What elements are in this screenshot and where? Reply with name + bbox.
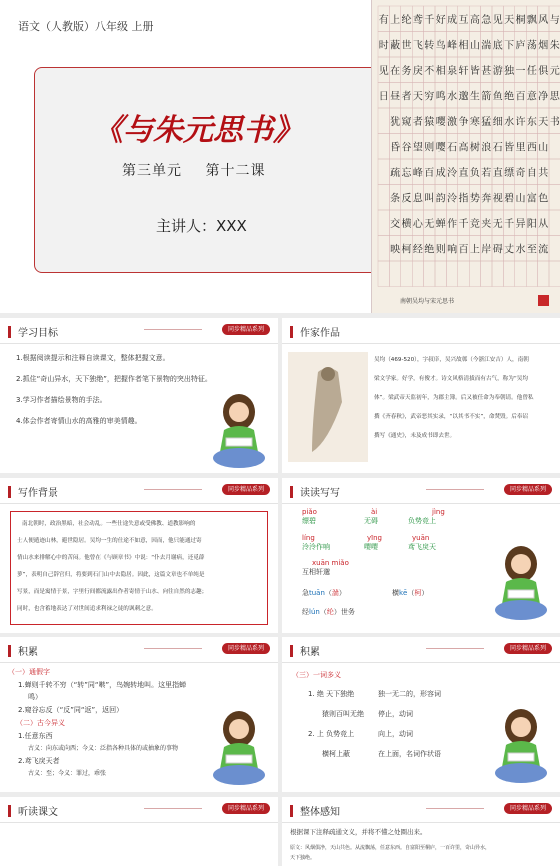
word-pinyin: ài: [371, 508, 378, 516]
entry-term: 2. 上 负势竞上: [308, 730, 355, 738]
slide-header: [0, 478, 278, 504]
calligraphy-char: 犹: [390, 116, 401, 128]
objective-item: 2.抓住“奇山异水，天下独绝”，把握作者笔下景物的突出特征。: [16, 375, 212, 383]
calligraphy-char: 流: [538, 244, 549, 256]
calligraphy-char: 独: [504, 65, 515, 77]
calligraphy-char: 岸: [481, 244, 492, 256]
header-bar: [8, 326, 11, 338]
calligraphy-char: 疏: [390, 167, 401, 179]
slide-title: 作家作品: [300, 328, 340, 339]
grid-cell: [515, 261, 526, 287]
slide-title: 写作背景: [18, 488, 58, 499]
entry-line: 2.窥谷忘反（“反”同“返”，返回）: [18, 706, 124, 714]
slide-title: 学习目标: [18, 328, 58, 339]
calligraphy-char: 经: [412, 244, 423, 256]
author-line: 撰写《通史》，未及成书即去世。: [374, 433, 456, 439]
calligraphy-note: 南朝吴均与宋元思书: [400, 298, 455, 305]
calligraphy-char: 石: [447, 142, 458, 154]
calligraphy-char: 思: [549, 91, 560, 103]
entry-term: 横柯上蔽: [322, 750, 350, 758]
calligraphy-char: 千: [504, 218, 515, 230]
girl-reading-illustration: [208, 707, 270, 787]
word: 缥碧: [302, 517, 316, 525]
calligraphy-char: 负: [469, 167, 480, 179]
header-bar: [8, 486, 11, 498]
calligraphy-char: 风: [538, 14, 549, 26]
grid-cell: [378, 108, 389, 134]
calligraphy-char: 峰: [412, 167, 423, 179]
calligraphy-char: 时: [378, 40, 389, 52]
lecturer-label: 主讲人：XXX: [156, 217, 247, 235]
calligraphy-char: 纶: [401, 14, 412, 26]
word-pinyin: líng: [302, 534, 315, 542]
calligraphy-char: 泉: [447, 65, 458, 77]
girl-reading-illustration: [490, 705, 552, 785]
section-heading: （二）古今异义: [16, 719, 65, 727]
slide-author[interactable]: [282, 318, 560, 473]
grid-cell: [446, 261, 457, 287]
calligraphy-char: 异: [515, 218, 526, 230]
slide-header: [0, 318, 278, 344]
grid-cell: [538, 261, 549, 287]
calligraphy-char: 碧: [504, 193, 515, 205]
calligraphy-char: 上: [390, 14, 401, 26]
intro-text: 根据课下注释疏通文义，并将不懂之处圈出来。: [290, 828, 427, 836]
author-portrait-illustration: [288, 352, 368, 462]
calligraphy-char: 东: [526, 116, 537, 128]
series-badge: 同步精品系列: [222, 643, 270, 654]
calligraphy-char: 箭: [481, 91, 492, 103]
calligraphy-char: 则: [424, 142, 435, 154]
grid-cell: [549, 185, 560, 211]
calligraphy-char: 世: [401, 40, 412, 52]
grid-cell: [469, 261, 480, 287]
calligraphy-char: 好: [435, 14, 446, 26]
slide-header: [282, 637, 560, 663]
calligraphy-char: 天: [504, 14, 515, 26]
calligraphy-char: 皆: [469, 65, 480, 77]
background-line: 萝”，表明自己辞官归，将要到石门山中去隐居。因此，这篇文章也不单纯是: [17, 572, 205, 578]
slide-header: [0, 797, 278, 823]
calligraphy-char: 书: [549, 116, 560, 128]
calligraphy-char: 自: [526, 167, 537, 179]
grid-cell: [435, 261, 446, 287]
calligraphy-char: 夹: [481, 218, 492, 230]
grid-cell: [503, 261, 514, 287]
header-line: [426, 808, 484, 809]
calligraphy-char: 猛: [481, 116, 492, 128]
calligraphy-char: 富: [526, 193, 537, 205]
calligraphy-char: 高: [469, 14, 480, 26]
grid-cell: [378, 261, 389, 287]
calligraphy-char: 任: [526, 65, 537, 77]
calligraphy-char: 元: [549, 65, 560, 77]
entry-line: 2.鸢飞戾天者: [18, 757, 60, 765]
objective-item: 1.根据阅读提示和注释自读课文，整体把握文意。: [16, 354, 170, 362]
calligraphy-char: 寒: [469, 116, 480, 128]
author-line: 梁文学家。好学，有俊才。诗文风格清拔而有古气，称为“吴均: [374, 376, 528, 382]
calligraphy-char: 互: [458, 14, 469, 26]
header-bar: [8, 645, 11, 657]
objective-item: 3.学习作者描绘景物的手法。: [16, 396, 107, 404]
girl-reading-illustration: [208, 390, 270, 470]
calligraphy-char: 奔: [481, 193, 492, 205]
author-line: 吴均（469-520），字叔庠，吴兴故鄣（今浙江安吉）人，南朝: [374, 357, 529, 363]
header-line: [144, 329, 202, 330]
grid-cell: [389, 261, 400, 287]
calligraphy-char: 无: [424, 218, 435, 230]
calligraphy-char: 飞: [412, 40, 423, 52]
grid-cell: [378, 159, 389, 185]
slide-title: 积累: [18, 647, 38, 658]
grid-cell: [412, 261, 423, 287]
calligraphy-char: 映: [390, 244, 401, 256]
calligraphy-char: 蔽: [390, 40, 401, 52]
calligraphy-char: 直: [458, 167, 469, 179]
calligraphy-char: 成: [447, 14, 458, 26]
grid-cell: [401, 261, 412, 287]
calligraphy-char: 绝: [424, 244, 435, 256]
calligraphy-char: 百: [424, 167, 435, 179]
calligraphy-char: 相: [458, 40, 469, 52]
entry-line: 古义：至；今义：罪过，乖张: [28, 770, 107, 777]
grid-cell: [378, 210, 389, 236]
calligraphy-char: 水: [504, 116, 515, 128]
series-badge: 同步精品系列: [504, 643, 552, 654]
entry-term: 猿则百叫无绝: [322, 710, 364, 718]
calligraphy-char: 荡: [526, 40, 537, 52]
calligraphy-char: 高: [458, 142, 469, 154]
calligraphy-char: 与: [549, 14, 560, 26]
series-badge: 同步精品系列: [222, 484, 270, 495]
calligraphy-char: 俱: [538, 65, 549, 77]
cover-slide[interactable]: [0, 0, 560, 313]
header-line: [426, 648, 484, 649]
calligraphy-char: 望: [412, 142, 423, 154]
slide-header: [282, 797, 560, 823]
polyphone-item: 经lún（纶）世务: [302, 608, 355, 616]
calligraphy-char: 息: [412, 193, 423, 205]
calligraphy-char: 千: [424, 14, 435, 26]
calligraphy-char: 飘: [526, 14, 537, 26]
author-line: 撰《齐春秋》，武帝恶其实录，“以其书不实”，命焚毁。后奉诏: [374, 414, 529, 420]
calligraphy-char: 缥: [504, 167, 515, 179]
slide-accumulation-2[interactable]: [282, 637, 560, 792]
calligraphy-char: 底: [492, 40, 503, 52]
calligraphy-char: 反: [401, 193, 412, 205]
entry-line: 1.任意东西: [18, 732, 53, 740]
calligraphy-char: 阳: [526, 218, 537, 230]
calligraphy-char: 生: [469, 91, 480, 103]
grid-cell: [378, 236, 389, 262]
background-line: 南北朝时，政治黑暗，社会动乱。一些仕途失意或受佛教、道教影响的: [22, 521, 196, 527]
calligraphy-char: 从: [538, 218, 549, 230]
slide-objectives[interactable]: [0, 318, 278, 473]
objective-item: 4.体会作者寄情山水的高雅的审美情趣。: [16, 417, 142, 425]
slide-background[interactable]: [0, 478, 278, 633]
grid-cell: [378, 134, 389, 160]
calligraphy-char: 树: [469, 142, 480, 154]
calligraphy-char: 千: [458, 218, 469, 230]
calligraphy-image: [371, 0, 560, 313]
original-text: 天下独绝。: [290, 855, 316, 861]
calligraphy-char: 轩: [458, 65, 469, 77]
background-line: 同时，也含蓄地表达了对世间追求利禄之徒的讽刺之意。: [17, 606, 157, 612]
slide-perceive[interactable]: [282, 797, 560, 866]
section-heading: （三）一词多义: [292, 671, 341, 679]
calligraphy-char: 戾: [412, 65, 423, 77]
grid-cell: [424, 261, 435, 287]
calligraphy-char: 视: [492, 193, 503, 205]
grid-cell: [526, 261, 537, 287]
girl-reading-illustration: [490, 542, 552, 622]
calligraphy-char: 甚: [481, 65, 492, 77]
calligraphy-char: 丈: [504, 244, 515, 256]
calligraphy-char: 水: [447, 91, 458, 103]
slide-title: 整体感知: [300, 807, 340, 818]
word: 泠泠作响: [302, 543, 330, 551]
calligraphy-char: 西: [526, 142, 537, 154]
word: 鸢飞戾天: [408, 543, 436, 551]
calligraphy-char: 一: [515, 65, 526, 77]
grid-cell: [549, 159, 560, 185]
calligraphy-char: 细: [492, 116, 503, 128]
background-line: 情山水来排解心中的苦闷。他曾在《与顾章书》中说：“仆去月谢病，还觅薜: [17, 555, 205, 561]
entry-line: 古义：向东或向西；今义：泛指各种具体的或抽象的事物: [28, 745, 179, 752]
word-pinyin: piǎo: [302, 508, 317, 516]
calligraphy-char: 游: [492, 65, 503, 77]
calligraphy-char: 直: [492, 167, 503, 179]
header-line: [144, 648, 202, 649]
header-bar: [290, 805, 293, 817]
calligraphy-char: 嘤: [435, 116, 446, 128]
header-line: [426, 489, 484, 490]
calligraphy-char: 朱: [549, 40, 560, 52]
calligraphy-char: 激: [447, 116, 458, 128]
header-bar: [290, 326, 293, 338]
background-line: 士人便遁迹山林，避世隐居。吴均一生的仕途不如意，因而，他只能通过寄: [17, 538, 202, 544]
calligraphy-char: 天: [412, 91, 423, 103]
calligraphy-char: 见: [378, 65, 389, 77]
calligraphy-char: 务: [401, 65, 412, 77]
calligraphy-char: 碍: [492, 244, 503, 256]
calligraphy-char: 若: [481, 167, 492, 179]
polyphone-item: 横kē（柯）: [392, 589, 429, 597]
word-pinyin: jìng: [432, 508, 445, 516]
calligraphy-char: 泠: [447, 193, 458, 205]
subject-label: 语文（人教版）八年级 上册: [18, 20, 154, 33]
calligraphy-char: 成: [435, 167, 446, 179]
calligraphy-char: 急: [481, 14, 492, 26]
calligraphy-char: 见: [492, 14, 503, 26]
section-heading: （一）通假字: [8, 668, 50, 676]
grid-cell: [549, 236, 560, 262]
word: 互相轩邈: [302, 568, 330, 576]
calligraphy-char: 势: [469, 193, 480, 205]
calligraphy-char: 竞: [469, 218, 480, 230]
calligraphy-char: 桐: [515, 14, 526, 26]
calligraphy-char: 泠: [447, 167, 458, 179]
calligraphy-char: 叫: [424, 193, 435, 205]
calligraphy-char: 则: [435, 244, 446, 256]
calligraphy-char: 山: [469, 40, 480, 52]
lesson-title: 《与朱元思书》: [93, 113, 303, 148]
calligraphy-char: 色: [538, 193, 549, 205]
entry-meaning: 向上，动词: [378, 730, 413, 738]
calligraphy-char: 里: [515, 142, 526, 154]
entry-meaning: 独一无二的，形容词: [378, 690, 441, 698]
calligraphy-char: 转: [424, 40, 435, 52]
grid-cell: [549, 261, 560, 287]
calligraphy-char: 至: [526, 244, 537, 256]
calligraphy-char: 谷: [401, 142, 412, 154]
calligraphy-char: 有: [378, 14, 389, 26]
entry-meaning: 停止，动词: [378, 710, 413, 718]
calligraphy-char: 者: [401, 91, 412, 103]
calligraphy-char: 水: [515, 244, 526, 256]
author-line: 体”。梁武帝天监初年，为郡主簿。后又被任命为奉朝请。他曾私: [374, 395, 534, 401]
grid-cell: [549, 134, 560, 160]
calligraphy-char: 百: [515, 91, 526, 103]
grid-cell: [458, 261, 469, 287]
slide-title: 听读课文: [18, 807, 58, 818]
calligraphy-char: 浪: [481, 142, 492, 154]
calligraphy-char: 许: [515, 116, 526, 128]
calligraphy-char: 心: [412, 218, 423, 230]
calligraphy-char: 百: [458, 244, 469, 256]
header-bar: [8, 805, 11, 817]
word: 负势竞上: [408, 517, 436, 525]
calligraphy-char: 上: [469, 244, 480, 256]
slide-header: [282, 478, 560, 504]
entry-term: 1. 绝 天下独绝: [308, 690, 355, 698]
series-badge: 同步精品系列: [222, 324, 270, 335]
series-badge: 同步精品系列: [222, 803, 270, 814]
calligraphy-char: 窥: [401, 116, 412, 128]
calligraphy-char: 鸢: [412, 14, 423, 26]
word: 嘤嘤: [364, 543, 378, 551]
header-bar: [290, 486, 293, 498]
calligraphy-char: 猿: [424, 116, 435, 128]
word-pinyin: yīng: [367, 534, 382, 542]
calligraphy-char: 嘤: [435, 142, 446, 154]
calligraphy-char: 庐: [515, 40, 526, 52]
calligraphy-char: 烟: [538, 40, 549, 52]
polyphone-item: 急tuān（湍）: [302, 589, 346, 597]
calligraphy-char: 天: [538, 116, 549, 128]
calligraphy-char: 净: [538, 91, 549, 103]
calligraphy-char: 山: [538, 142, 549, 154]
unit-label: 第三单元 第十二课: [122, 163, 266, 179]
slide-reading[interactable]: [282, 478, 560, 633]
entry-meaning: 在上面，名词作状语: [378, 750, 441, 758]
calligraphy-char: 作: [447, 218, 458, 230]
calligraphy-char: 鱼: [492, 91, 503, 103]
calligraphy-char: 共: [538, 167, 549, 179]
calligraphy-char: 横: [401, 218, 412, 230]
series-badge: 同步精品系列: [504, 484, 552, 495]
header-bar: [290, 645, 293, 657]
calligraphy-char: 皆: [504, 142, 515, 154]
calligraphy-char: 者: [412, 116, 423, 128]
grid-cell: [481, 261, 492, 287]
header-line: [144, 489, 202, 490]
calligraphy-char: 昼: [390, 91, 401, 103]
slide-accumulation-1[interactable]: [0, 637, 278, 792]
calligraphy-char: 无: [492, 218, 503, 230]
calligraphy-char: 相: [435, 65, 446, 77]
entry-line: 1.蝉则千转不穷（“转”同“啭”，鸟婉转地叫。这里指蝉: [18, 681, 187, 689]
calligraphy-char: 绝: [504, 91, 515, 103]
series-badge: 同步精品系列: [504, 803, 552, 814]
calligraphy-char: 条: [390, 193, 401, 205]
word-pinyin: yuān: [412, 534, 430, 542]
calligraphy-char: 日: [378, 91, 389, 103]
calligraphy-char: 争: [458, 116, 469, 128]
slide-header: [282, 318, 560, 344]
grid-cell: [549, 210, 560, 236]
word-pinyin: xuān miǎo: [312, 559, 349, 567]
slide-header: [0, 637, 278, 663]
calligraphy-char: 石: [492, 142, 503, 154]
calligraphy-char: 峰: [447, 40, 458, 52]
calligraphy-char: 忘: [401, 167, 412, 179]
calligraphy-char: 意: [526, 91, 537, 103]
grid-cell: [492, 261, 503, 287]
calligraphy-char: 柯: [401, 244, 412, 256]
grid-cell: [378, 185, 389, 211]
calligraphy-char: 交: [390, 218, 401, 230]
background-line: 写景，而是寓情于景，字里行间都流露出作者寄情于山水、向往自然的志趣；: [17, 589, 208, 595]
calligraphy-char: 山: [515, 193, 526, 205]
slide-title: 积累: [300, 647, 320, 658]
header-line: [144, 808, 202, 809]
calligraphy-char: 指: [458, 193, 469, 205]
seal-stamp: [538, 295, 549, 306]
calligraphy-char: 奇: [515, 167, 526, 179]
calligraphy-char: 下: [504, 40, 515, 52]
original-text: 原文：风烟俱净，天山共色。从流飘荡，任意东西。自富阳至桐庐，一百许里，奇山异水，: [290, 845, 491, 851]
calligraphy-char: 响: [447, 244, 458, 256]
calligraphy-char: 湍: [481, 40, 492, 52]
slide-title: 读读写写: [300, 488, 340, 499]
word: 无碍: [364, 517, 378, 525]
calligraphy-char: 昏: [390, 142, 401, 154]
calligraphy-char: 穷: [424, 91, 435, 103]
calligraphy-char: 在: [390, 65, 401, 77]
calligraphy-char: 鸟: [435, 40, 446, 52]
calligraphy-grid: [372, 0, 560, 313]
calligraphy-char: 蝉: [435, 218, 446, 230]
entry-line: 鸣）: [28, 693, 42, 701]
calligraphy-char: 韵: [435, 193, 446, 205]
slide-listen[interactable]: [0, 797, 278, 866]
calligraphy-char: 不: [424, 65, 435, 77]
calligraphy-char: 邈: [458, 91, 469, 103]
calligraphy-char: 鸣: [435, 91, 446, 103]
